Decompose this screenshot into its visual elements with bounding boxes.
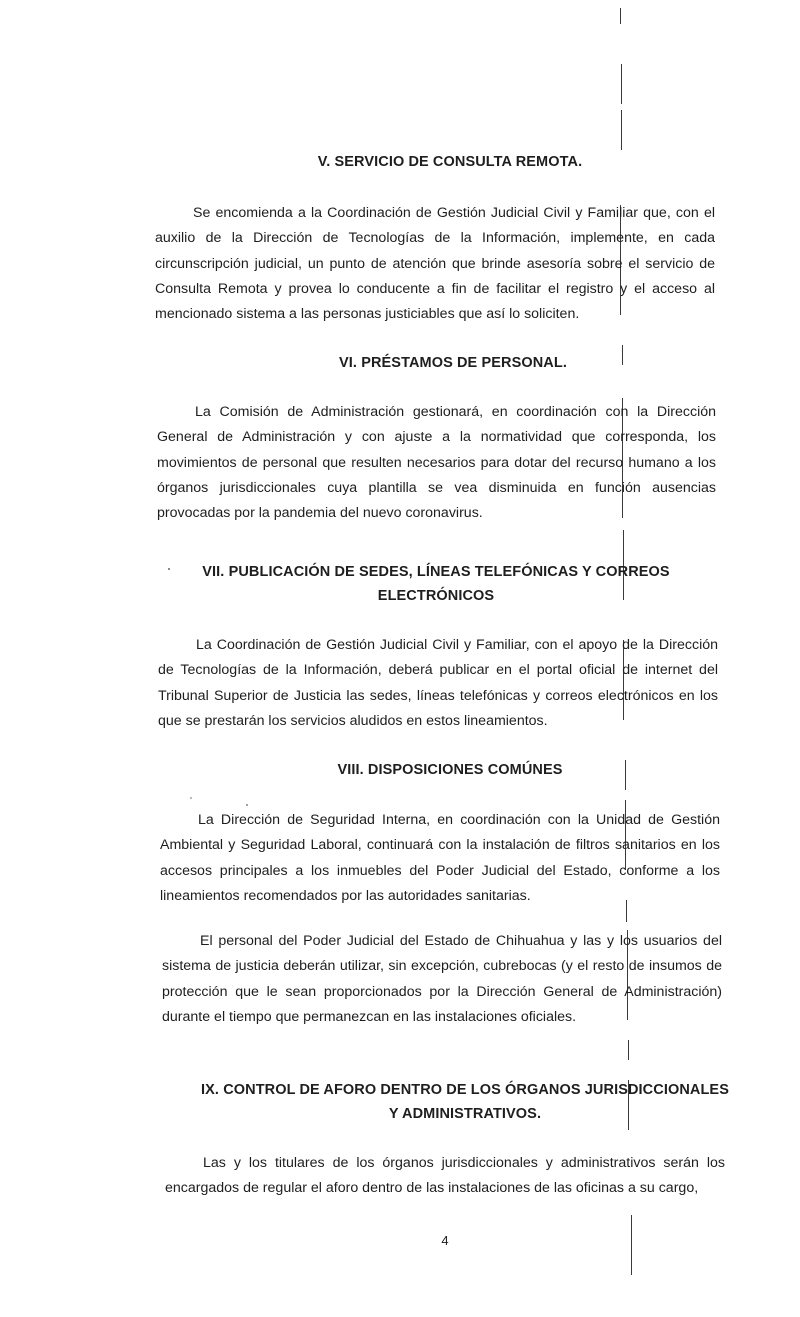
scan-speck xyxy=(246,804,248,806)
section-heading-vii: VII. PUBLICACIÓN DE SEDES, LÍNEAS TELEFÓNICAS Y CORREOS ELECTRÓNICOS xyxy=(202,564,670,604)
section-viii-paragraph-2: El personal del Poder Judicial del Estado de Chihuahua y las y los usuarios del sistema de justicia deberán utilizar, sin excepción, cubrebocas (y el resto de insumos de protección que le sean proporcionados por la Dirección General de Administración) durante el tiempo que permanezcan en las instalaciones oficiales. xyxy=(162,933,722,1025)
scan-speck xyxy=(168,568,170,570)
section-v-paragraph: Se encomienda a la Coordinación de Gestión Judicial Civil y Familiar que, con el auxilio de la Dirección de Tecnologías de la Información, implemente, en cada circunscripción judicial, un punto de atención que brinde asesoría sobre el servicio de Consulta Remota y provea lo conducente a fin de facilitar el registro y el acceso al mencionado sistema a las personas justiciables que así lo soliciten. xyxy=(155,205,715,323)
scan-speck xyxy=(190,797,192,799)
scan-binding-line xyxy=(628,1040,629,1060)
scan-binding-line xyxy=(621,64,622,104)
scan-binding-line xyxy=(620,8,621,24)
section-ix-paragraph: Las y los titulares de los órganos jurisdiccionales y administrativos serán los encargados de regular el aforo dentro de las instalaciones de las oficinas a su cargo, xyxy=(165,1155,725,1197)
section-heading-ix: IX. CONTROL DE AFORO DENTRO DE LOS ÓRGANOS JURISDICCIONALES Y ADMINISTRATIVOS. xyxy=(201,1082,729,1122)
page-number: 4 xyxy=(441,1233,449,1248)
section-heading-v: V. SERVICIO DE CONSULTA REMOTA. xyxy=(317,154,583,170)
scan-binding-line xyxy=(621,110,622,150)
section-vi-paragraph: La Comisión de Administración gestionará, en coordinación con la Dirección General de Administración y con ajuste a la normatividad que corresponda, los movimientos de personal que resulten necesarios para dotar del recurso humano a los órganos jurisdiccionales cuya plantilla se vea disminuida en función ausencias provocadas por la pandemia del nuevo coronavirus. xyxy=(157,404,716,522)
section-viii-paragraph-1: La Dirección de Seguridad Interna, en coordinación con la Unidad de Gestión Ambiental y Seguridad Laboral, continuará con la instalación de filtros sanitarios en los accesos principales a los inmuebles del Poder Judicial del Estado, conforme a los lineamientos recomendados por las autoridades sanitarias. xyxy=(160,812,720,904)
section-vii-paragraph: La Coordinación de Gestión Judicial Civil y Familiar, con el apoyo de la Dirección de Tecnologías de la Información, deberá publicar en el portal oficial de internet del Tribunal Superior de Justicia las sedes, líneas telefónicas y correos electrónicos en los que se prestarán los servicios aludidos en estos lineamientos. xyxy=(158,637,718,729)
section-heading-vi: VI. PRÉSTAMOS DE PERSONAL. xyxy=(339,355,567,371)
section-heading-viii: VIII. DISPOSICIONES COMÚNES xyxy=(337,762,563,778)
scan-binding-line xyxy=(631,1215,632,1275)
